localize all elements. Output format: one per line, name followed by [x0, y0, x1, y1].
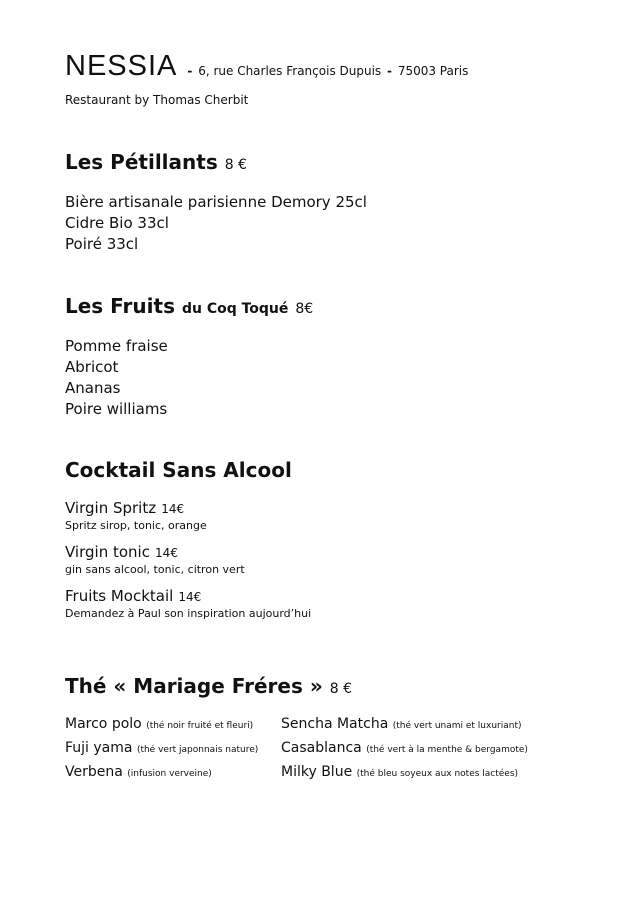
tea-note: (thé vert à la menthe & bergamote): [366, 745, 528, 755]
tea-item: [281, 762, 561, 784]
restaurant-name: NESSIA: [65, 50, 178, 82]
cocktail-price: 14€: [161, 502, 185, 516]
section-cocktails: [65, 458, 311, 630]
section-title-subtitle: du Coq Toqué: [181, 301, 289, 317]
tea-item: [281, 738, 561, 760]
section-title-text: Les Pétillants: [65, 150, 218, 174]
header: [65, 50, 625, 83]
address-dash: -: [187, 64, 193, 78]
tea-name: Casablanca: [281, 740, 362, 756]
cocktail-item: [65, 542, 311, 576]
tea-note: (infusion verveine): [127, 769, 212, 779]
address-street: 6, rue Charles François Dupuis: [198, 64, 382, 78]
tea-name: Verbena: [65, 764, 123, 780]
section-title: [65, 294, 313, 318]
cocktail-description: Demandez à Paul son inspiration aujourd’hui: [65, 607, 312, 620]
cocktail-price: 14€: [178, 590, 202, 604]
list-item: Poire williams: [65, 400, 168, 418]
tea-note: (thé noir fruité et fleuri): [146, 721, 254, 731]
list-item: Bière artisanale parisienne Demory 25cl: [65, 193, 367, 211]
cocktail-name: Virgin tonic: [65, 543, 150, 561]
restaurant-address: [185, 64, 468, 78]
tea-list: [65, 714, 561, 784]
section-title: [65, 674, 561, 698]
section-tea: [65, 674, 561, 784]
cocktail-name: Fruits Mocktail: [65, 587, 174, 605]
list-item: Abricot: [65, 358, 119, 376]
tea-item: [65, 738, 281, 760]
section-title: Cocktail Sans Alcool: [65, 458, 292, 482]
tea-item: [281, 714, 561, 736]
section-title-text: Thé « Mariage Fréres »: [65, 674, 323, 698]
tea-item: [65, 762, 281, 784]
tea-note: (thé vert japonnais nature): [136, 745, 259, 755]
cocktail-list: [65, 498, 311, 620]
tea-name: Fuji yama: [65, 740, 133, 756]
address-city: 75003 Paris: [397, 64, 469, 78]
cocktail-description: Spritz sirop, tonic, orange: [65, 519, 207, 532]
list-item: Pomme fraise: [65, 337, 168, 355]
section-title: [65, 150, 367, 174]
cocktail-price: 14€: [155, 546, 178, 560]
cocktail-item: [65, 498, 311, 532]
section-price: 8 €: [224, 157, 247, 173]
item-list: [65, 192, 367, 255]
menu-page: [65, 50, 625, 780]
section-title-text: Les Fruits: [65, 294, 175, 318]
section-petillants: [65, 150, 367, 255]
tea-note: (thé bleu soyeux aux notes lactées): [356, 769, 519, 779]
list-item: Poiré 33cl: [65, 235, 139, 253]
tea-name: Marco polo: [65, 716, 142, 732]
tea-item: [65, 714, 281, 736]
restaurant-subtitle: Restaurant by Thomas Cherbit: [65, 93, 249, 107]
list-item: Cidre Bio 33cl: [65, 214, 169, 232]
address-dash: -: [387, 64, 392, 78]
section-price: 8 €: [329, 681, 353, 697]
tea-name: Sencha Matcha: [281, 716, 389, 732]
section-fruits: [65, 294, 313, 420]
list-item: Ananas: [65, 379, 121, 397]
cocktail-description: gin sans alcool, tonic, citron vert: [65, 563, 245, 576]
item-list: [65, 336, 313, 420]
cocktail-item: [65, 586, 311, 620]
cocktail-name: Virgin Spritz: [65, 499, 157, 517]
section-price: 8€: [295, 301, 314, 317]
tea-note: (thé vert unami et luxuriant): [392, 721, 522, 731]
tea-name: Milky Blue: [281, 764, 353, 780]
